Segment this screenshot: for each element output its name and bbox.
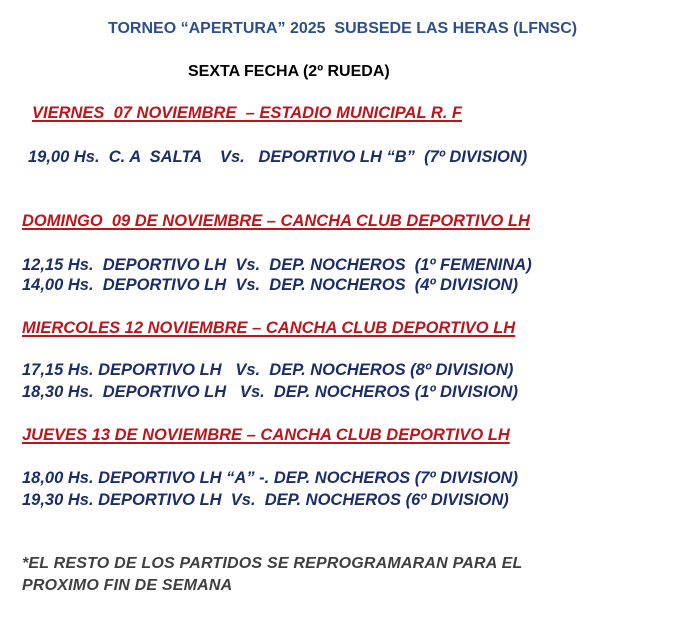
match-row: 18,00 Hs. DEPORTIVO LH “A” -. DEP. NOCHEROS (7º DIVISION) (22, 469, 518, 487)
tournament-title: TORNEO “APERTURA” 2025 SUBSEDE LAS HERAS (LFNSC) (108, 20, 578, 37)
match-row: 18,30 Hs. DEPORTIVO LH Vs. DEP. NOCHEROS (1º DIVISION) (22, 383, 518, 401)
day-heading-jueves: JUEVES 13 DE NOVIEMBRE – CANCHA CLUB DEPORTIVO LH (22, 426, 510, 444)
match-row: 12,15 Hs. DEPORTIVO LH Vs. DEP. NOCHEROS (1º FEMENINA) (22, 256, 532, 274)
match-row: 17,15 Hs. DEPORTIVO LH Vs. DEP. NOCHEROS (8º DIVISION) (22, 361, 514, 379)
day-heading-domingo: DOMINGO 09 DE NOVIEMBRE – CANCHA CLUB DEPORTIVO LH (22, 212, 530, 230)
day-heading-viernes: VIERNES 07 NOVIEMBRE – ESTADIO MUNICIPAL R. F (32, 104, 462, 122)
match-row: 19,00 Hs. C. A SALTA Vs. DEPORTIVO LH “B” (7º DIVISION) (28, 148, 528, 166)
match-row: 19,30 Hs. DEPORTIVO LH Vs. DEP. NOCHEROS (6º DIVISION) (22, 491, 509, 509)
day-heading-miercoles: MIERCOLES 12 NOVIEMBRE – CANCHA CLUB DEPORTIVO LH (22, 319, 516, 337)
reschedule-note-line2: PROXIMO FIN DE SEMANA (22, 577, 233, 594)
reschedule-note-line1: *EL RESTO DE LOS PARTIDOS SE REPROGRAMARAN PARA EL (22, 555, 523, 572)
match-row: 14,00 Hs. DEPORTIVO LH Vs. DEP. NOCHEROS (4º DIVISION) (22, 276, 518, 294)
round-subtitle: SEXTA FECHA (2º RUEDA) (188, 63, 390, 80)
